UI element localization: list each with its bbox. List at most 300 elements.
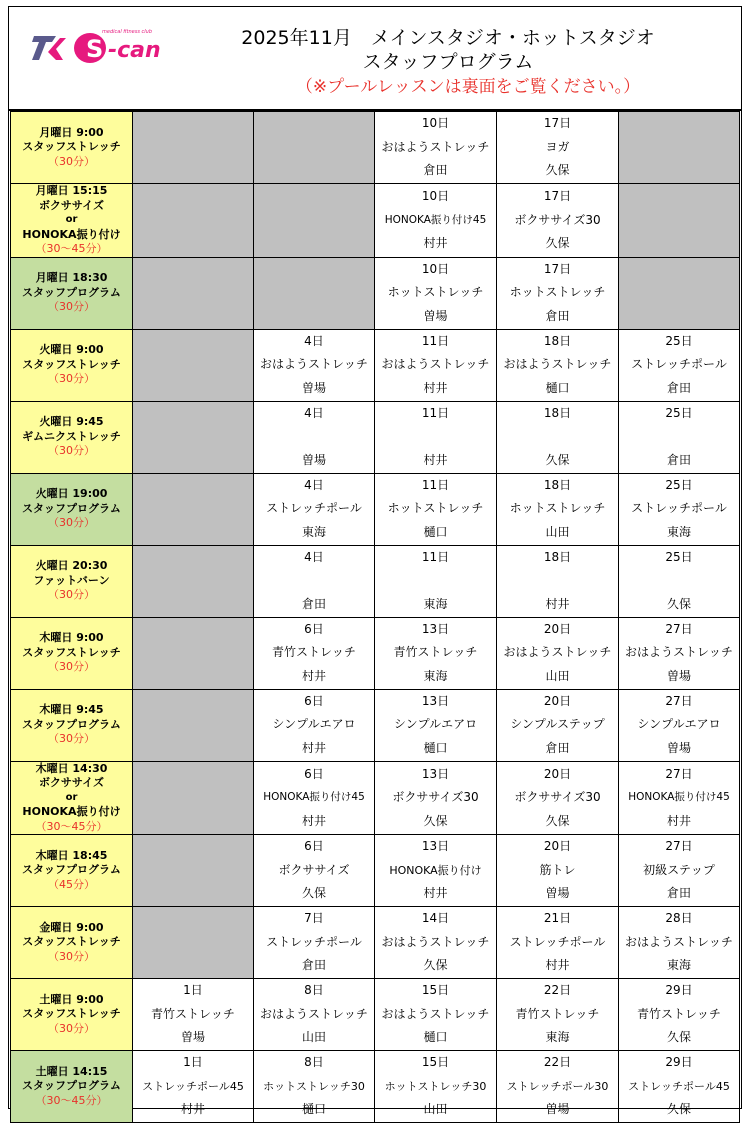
session-cell [497, 545, 619, 617]
session-cell [375, 835, 497, 907]
session-cell [254, 979, 375, 1051]
session-date: 4日 [304, 333, 324, 348]
session-date: 22日 [543, 1055, 572, 1070]
session-date: 1日 [183, 983, 203, 998]
schedule-row [11, 329, 740, 401]
session-date: 15日 [421, 1055, 450, 1070]
session-date: 27日 [665, 766, 693, 781]
session-date: 20日 [543, 693, 572, 708]
session-date: 13日 [421, 766, 450, 781]
session-staff: 倉田 [301, 958, 326, 973]
session-program: おはようストレッチ [381, 934, 490, 949]
row-duration: （30分） [48, 372, 95, 386]
row-duration: （30～45分） [35, 242, 108, 255]
session-cell [254, 329, 375, 401]
row-duration: （30分） [48, 516, 95, 530]
logo-letter: S [86, 35, 104, 63]
session-program: おはようストレッチ [625, 645, 733, 660]
session-staff: 久保 [301, 886, 326, 901]
row-program-label: HONOKA振り付け [22, 227, 121, 241]
session-program: 青竹ストレッチ [637, 1006, 721, 1021]
session-program: おはようストレッチ [625, 934, 733, 949]
row-program-label: スタッフプログラム [22, 1079, 121, 1093]
empty-cell [133, 761, 254, 835]
session-cell [619, 979, 740, 1051]
svg-text:-can: -can [108, 38, 161, 63]
schedule-row [11, 545, 740, 617]
session-program: シンプルエアロ [637, 717, 721, 732]
session-program: おはようストレッチ [381, 1006, 490, 1021]
row-header [11, 835, 133, 907]
session-date: 25日 [665, 333, 693, 348]
session-date: 17日 [543, 116, 572, 131]
session-staff: 樋口 [423, 740, 448, 755]
session-staff: 倉田 [545, 308, 570, 323]
row-duration: （45分） [48, 877, 95, 891]
session-staff: 曽場 [545, 1102, 570, 1117]
session-cell [254, 1051, 375, 1123]
session-cell [497, 835, 619, 907]
session-program: 青竹ストレッチ [393, 645, 478, 660]
session-date: 27日 [665, 621, 693, 636]
session-cell [254, 835, 375, 907]
session-staff: 久保 [423, 958, 448, 973]
row-program-label: スタッフプログラム [22, 501, 121, 515]
session-staff: 倉田 [423, 163, 448, 178]
empty-cell [133, 184, 254, 258]
session-staff: 久保 [666, 1102, 691, 1117]
row-day-time: 月曜日 18:30 [35, 271, 108, 285]
empty-cell [133, 473, 254, 545]
session-staff: 久保 [545, 163, 570, 178]
row-program-label: スタッフストレッチ [22, 140, 121, 154]
session-cell [619, 835, 740, 907]
row-program-label: ボクササイズ [38, 776, 105, 789]
session-staff: 曽場 [545, 886, 570, 901]
row-program-label: スタッフプログラム [22, 717, 121, 731]
session-program: おはようストレッチ [503, 357, 612, 372]
session-staff: 曽場 [301, 380, 326, 395]
row-duration: （30分） [48, 660, 95, 674]
session-date: 13日 [421, 839, 450, 854]
session-cell [619, 545, 740, 617]
row-header [11, 473, 133, 545]
schedule-row [11, 473, 740, 545]
session-staff: 村井 [301, 668, 326, 683]
empty-cell [133, 835, 254, 907]
row-header [11, 329, 133, 401]
schedule-row [11, 617, 740, 689]
session-cell [619, 907, 740, 979]
session-program: 筋トレ [539, 862, 576, 877]
session-date: 10日 [421, 261, 450, 276]
empty-cell [133, 617, 254, 689]
session-cell [375, 401, 497, 473]
session-cell [254, 617, 375, 689]
schedule-table [10, 111, 740, 1123]
session-staff: 樋口 [301, 1102, 326, 1117]
session-cell [619, 689, 740, 761]
row-header [11, 257, 133, 329]
empty-cell [254, 112, 375, 184]
session-cell [497, 979, 619, 1051]
session-program: ストレッチポール [631, 357, 727, 372]
session-cell [619, 1051, 740, 1123]
empty-cell [133, 689, 254, 761]
session-cell [375, 473, 497, 545]
session-date: 11日 [421, 333, 450, 348]
session-date: 6日 [304, 621, 324, 636]
session-staff: 東海 [423, 668, 448, 683]
session-staff: 村井 [423, 452, 448, 467]
session-staff: 樋口 [423, 524, 448, 539]
session-date: 7日 [304, 911, 324, 926]
session-staff: 樋口 [545, 380, 570, 395]
pool-note: （※プールレッスンは裏面をご覧ください。） [295, 77, 641, 97]
session-date: 15日 [421, 983, 450, 998]
session-cell [619, 617, 740, 689]
session-date: 4日 [304, 477, 324, 492]
session-cell [375, 545, 497, 617]
session-staff: 村井 [545, 596, 570, 611]
row-header [11, 112, 133, 184]
row-header [11, 689, 133, 761]
session-program [375, 425, 496, 449]
session-date: 10日 [421, 116, 450, 131]
session-staff: 村井 [301, 740, 326, 755]
session-cell [375, 112, 497, 184]
session-cell [497, 401, 619, 473]
session-program: ホットストレッチ30 [384, 1079, 487, 1093]
row-day-time: 金曜日 9:00 [39, 920, 104, 934]
session-program: ホットストレッチ [387, 285, 484, 300]
page-header [8, 6, 742, 111]
empty-cell [133, 545, 254, 617]
session-staff: 山田 [423, 1102, 448, 1117]
session-date: 4日 [304, 405, 324, 420]
session-program: ボクササイズ30 [392, 790, 479, 804]
session-program: おはようストレッチ [503, 645, 612, 660]
session-program: シンプルステップ [510, 717, 605, 732]
session-staff: 倉田 [301, 596, 326, 611]
session-date: 14日 [421, 911, 450, 926]
row-day-time: 土曜日 14:15 [35, 1064, 108, 1078]
session-date: 27日 [665, 693, 693, 708]
session-program: ストレッチポール [266, 501, 362, 516]
session-program: おはようストレッチ [381, 139, 490, 154]
session-staff: 東海 [301, 524, 326, 539]
session-cell [375, 257, 497, 329]
session-date: 21日 [543, 911, 572, 926]
session-program: おはようストレッチ [260, 357, 368, 372]
session-cell [497, 1051, 619, 1123]
row-program-label: スタッフストレッチ [22, 357, 121, 371]
session-staff: 久保 [545, 452, 570, 467]
session-staff: 東海 [666, 524, 691, 539]
session-date: 25日 [665, 405, 693, 420]
session-program: シンプルエアロ [272, 717, 356, 732]
session-cell [497, 689, 619, 761]
session-cell [254, 689, 375, 761]
session-staff: 久保 [423, 813, 448, 828]
session-date: 18日 [543, 549, 572, 564]
session-cell [497, 473, 619, 545]
session-cell [375, 329, 497, 401]
session-date: 10日 [421, 189, 450, 203]
session-cell [375, 184, 497, 258]
empty-cell [619, 184, 740, 258]
row-duration: （30分） [48, 1021, 95, 1035]
session-program: ストレッチポール [631, 501, 727, 516]
row-day-time: 木曜日 18:45 [35, 848, 108, 862]
session-staff: 倉田 [666, 886, 691, 901]
session-date: 20日 [543, 621, 572, 636]
row-program-label: ファットバーン [33, 573, 110, 587]
session-date: 8日 [304, 983, 324, 998]
session-date: 11日 [421, 405, 450, 420]
session-cell [254, 545, 375, 617]
session-cell [375, 1051, 497, 1123]
session-staff: 山田 [545, 668, 570, 683]
empty-cell [133, 907, 254, 979]
scan-logo-icon [30, 22, 161, 66]
session-program: ボクササイズ [278, 862, 350, 877]
empty-cell [133, 401, 254, 473]
empty-cell [133, 257, 254, 329]
session-date: 28日 [665, 911, 693, 926]
row-day-time: 火曜日 20:30 [35, 559, 108, 573]
session-cell [497, 257, 619, 329]
session-staff: 東海 [666, 958, 691, 973]
schedule-row [11, 835, 740, 907]
session-program: ストレッチポール [266, 934, 362, 949]
session-cell [254, 907, 375, 979]
session-date: 17日 [543, 261, 572, 276]
session-program [497, 425, 618, 449]
session-program: おはようストレッチ [260, 1006, 368, 1021]
schedule-row [11, 689, 740, 761]
session-staff: 曽場 [666, 740, 691, 755]
session-program: 初級ステップ [643, 862, 715, 877]
row-program-label: ギムニクストレッチ [22, 429, 121, 443]
session-program: ヨガ [545, 139, 570, 154]
session-program: ホットストレッチ [509, 501, 606, 516]
session-staff: 村井 [545, 958, 570, 973]
row-duration: （30分） [48, 949, 95, 963]
session-program: ストレッチポール45 [142, 1079, 244, 1093]
session-staff: 村井 [423, 380, 448, 395]
session-date: 18日 [543, 405, 572, 420]
session-staff: 村井 [180, 1102, 205, 1117]
session-cell [254, 473, 375, 545]
session-cell [497, 907, 619, 979]
schedule-row [11, 401, 740, 473]
session-date: 6日 [304, 693, 324, 708]
session-cell [497, 617, 619, 689]
session-date: 8日 [304, 1055, 324, 1070]
session-cell [254, 761, 375, 835]
session-date: 29日 [665, 1055, 693, 1070]
session-staff: 曽場 [180, 1030, 205, 1045]
row-program-label: スタッフストレッチ [22, 1007, 121, 1021]
session-date: 22日 [543, 983, 572, 998]
empty-cell [619, 112, 740, 184]
session-date: 20日 [543, 839, 572, 854]
row-day-time: 木曜日 14:30 [35, 761, 108, 775]
session-date: 13日 [421, 621, 450, 636]
session-staff: 久保 [666, 596, 691, 611]
session-cell [497, 184, 619, 258]
row-day-time: 木曜日 9:45 [39, 703, 104, 717]
session-cell [375, 689, 497, 761]
session-program [375, 569, 496, 593]
session-program: 青竹ストレッチ [515, 1006, 600, 1021]
session-staff: 村井 [423, 886, 448, 901]
row-header [11, 761, 133, 835]
row-duration: （30分） [48, 588, 95, 602]
row-program-label: スタッフプログラム [22, 285, 121, 299]
session-program: ストレッチポール30 [506, 1079, 609, 1093]
session-staff: 久保 [666, 1030, 691, 1045]
schedule-row [11, 761, 740, 835]
session-date: 1日 [183, 1055, 203, 1070]
row-header [11, 979, 133, 1051]
session-staff: 樋口 [423, 1030, 448, 1045]
schedule-row [11, 907, 740, 979]
session-program [254, 425, 374, 449]
empty-cell [254, 184, 375, 258]
session-date: 6日 [304, 839, 324, 854]
session-staff: 山田 [545, 524, 570, 539]
row-day-time: 土曜日 9:00 [39, 992, 104, 1006]
session-staff: 倉田 [666, 452, 691, 467]
session-date: 13日 [421, 693, 450, 708]
session-program: ボクササイズ30 [514, 790, 601, 804]
session-program [497, 569, 618, 593]
session-program: HONOKA振り付け45 [384, 213, 487, 226]
row-duration: （30分） [48, 444, 95, 458]
session-cell [497, 112, 619, 184]
session-staff: 久保 [545, 813, 570, 828]
session-cell [619, 329, 740, 401]
session-date: 6日 [304, 766, 324, 781]
session-staff: 倉田 [666, 380, 691, 395]
session-cell [619, 401, 740, 473]
session-program: ボクササイズ30 [514, 212, 601, 227]
empty-cell [619, 257, 740, 329]
session-staff: 久保 [545, 236, 570, 250]
session-program [619, 569, 739, 593]
row-header [11, 401, 133, 473]
session-program: ホットストレッチ [387, 501, 484, 516]
row-header [11, 1051, 133, 1123]
session-date: 11日 [421, 477, 450, 492]
schedule-row [11, 112, 740, 184]
row-program-label: HONOKA振り付け [22, 805, 121, 818]
session-program [254, 569, 374, 593]
row-duration: （30分） [48, 154, 95, 168]
row-day-time: 火曜日 9:45 [39, 415, 104, 429]
row-program-label: or [65, 791, 78, 803]
schedule-row [11, 1051, 740, 1123]
row-day-time: 月曜日 15:15 [35, 184, 108, 197]
session-cell [497, 329, 619, 401]
session-staff: 村井 [423, 236, 448, 250]
session-cell [133, 979, 254, 1051]
row-program-label: スタッフプログラム [22, 863, 121, 877]
session-program: HONOKA振り付け45 [628, 791, 730, 803]
row-day-time: 火曜日 9:00 [39, 343, 104, 357]
session-program: ホットストレッチ30 [263, 1079, 365, 1093]
row-duration: （30分） [48, 300, 95, 314]
session-staff: 倉田 [545, 740, 570, 755]
session-date: 18日 [543, 333, 572, 348]
session-cell [254, 401, 375, 473]
schedule-row [11, 184, 740, 258]
session-program: 青竹ストレッチ [151, 1006, 235, 1021]
row-day-time: 木曜日 9:00 [39, 631, 104, 645]
session-date: 27日 [665, 839, 693, 854]
session-program: 青竹ストレッチ [272, 645, 356, 660]
title-line-2: スタッフプログラム [362, 51, 534, 73]
session-cell [497, 761, 619, 835]
session-program: シンプルエアロ [393, 717, 478, 732]
empty-cell [133, 112, 254, 184]
session-staff: 東海 [423, 596, 448, 611]
session-program: ストレッチポール45 [628, 1079, 730, 1093]
svg-text:medical fitness club: medical fitness club [102, 29, 153, 35]
session-staff: 曽場 [423, 308, 448, 323]
session-staff: 村井 [301, 813, 326, 828]
row-duration: （30分） [48, 732, 95, 746]
session-staff: 村井 [666, 813, 691, 828]
empty-cell [133, 329, 254, 401]
session-program: ホットストレッチ [509, 285, 606, 300]
row-duration: （30～45分） [35, 1093, 108, 1107]
row-program-label: ボクササイズ [38, 198, 105, 212]
title-line-1: 2025年11月 メインスタジオ・ホットスタジオ [241, 27, 655, 49]
session-program: おはようストレッチ [381, 357, 490, 372]
session-program: HONOKA振り付け45 [263, 791, 365, 803]
session-date: 20日 [543, 766, 572, 781]
session-date: 17日 [543, 189, 572, 203]
session-staff: 山田 [301, 1030, 326, 1045]
session-date: 25日 [665, 477, 693, 492]
row-day-time: 火曜日 19:00 [35, 487, 108, 501]
session-staff: 東海 [545, 1030, 570, 1045]
session-staff: 曽場 [301, 452, 326, 467]
session-date: 11日 [421, 549, 450, 564]
row-header [11, 617, 133, 689]
session-cell [375, 617, 497, 689]
session-date: 4日 [304, 549, 324, 564]
schedule-row [11, 979, 740, 1051]
session-cell [133, 1051, 254, 1123]
row-program-label: or [65, 214, 78, 225]
schedule-row [11, 257, 740, 329]
row-program-label: スタッフストレッチ [22, 645, 121, 659]
session-cell [375, 907, 497, 979]
row-header [11, 184, 133, 258]
row-header [11, 907, 133, 979]
session-cell [619, 473, 740, 545]
row-program-label: スタッフストレッチ [22, 935, 121, 949]
session-cell [619, 761, 740, 835]
empty-cell [254, 257, 375, 329]
session-date: 25日 [665, 549, 693, 564]
session-cell [375, 979, 497, 1051]
session-program: ストレッチポール [509, 934, 606, 949]
